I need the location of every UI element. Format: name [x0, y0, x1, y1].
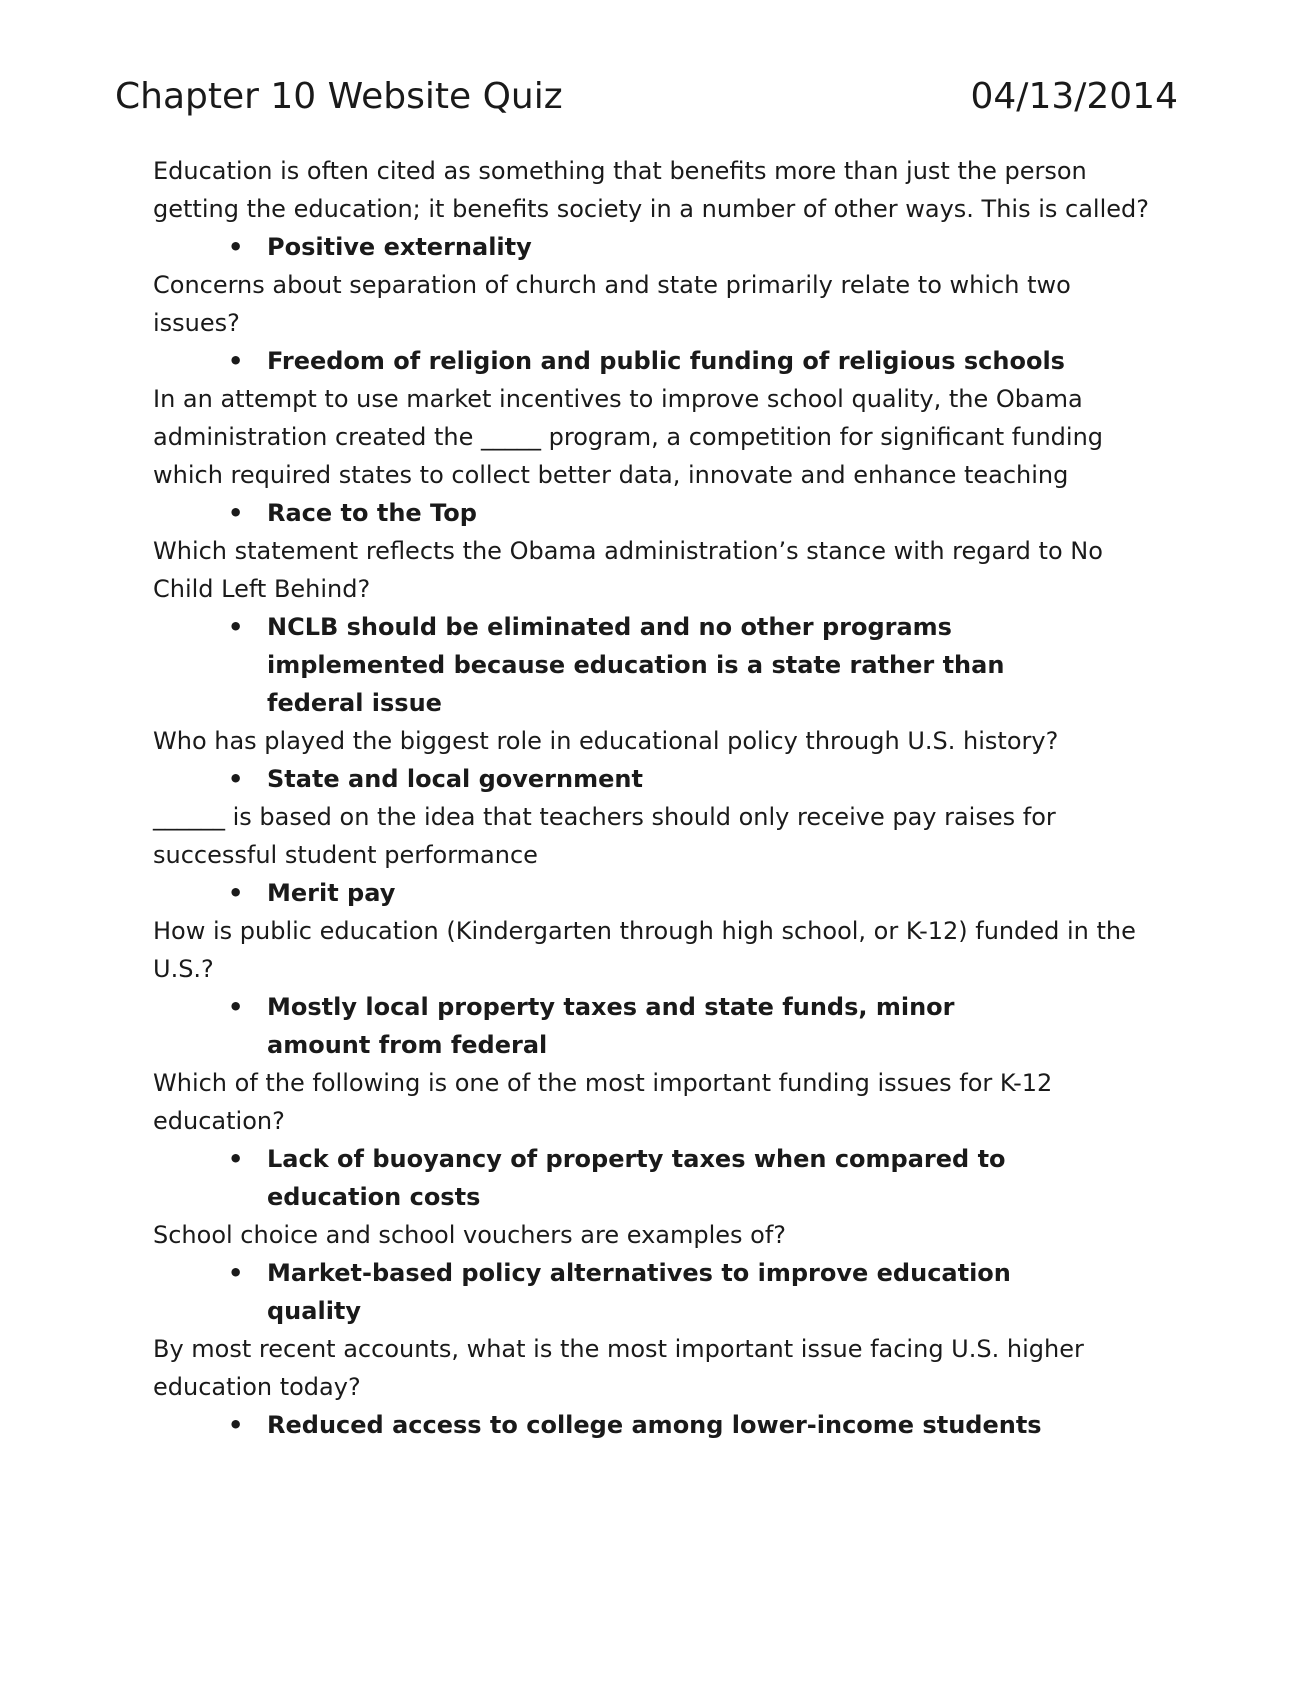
quiz-item: [153, 1216, 1158, 1330]
question-text: In an attempt to use market incentives to improve school quality, the Obama administration created the _____ program, a competition for significant funding which required states to collect better data, innovate and enhance teaching: [153, 385, 1104, 489]
answer-item: [153, 228, 1047, 266]
quiz-content: [153, 152, 1158, 1444]
question-text: Which of the following is one of the most important funding issues for K-12 education?: [153, 1069, 1053, 1135]
answer-list: [153, 874, 1158, 912]
answer-item: [153, 342, 1157, 380]
quiz-item: [153, 1064, 1158, 1216]
answer-item: [153, 1254, 1047, 1330]
answer-text: NCLB should be eliminated and no other programs implemented because education is a state rather than federal issue: [267, 613, 1005, 717]
answer-text: State and local government: [267, 765, 643, 793]
bullet-icon: •: [228, 765, 244, 793]
answer-item: [153, 874, 1047, 912]
quiz-item: [153, 912, 1158, 1064]
quiz-item: [153, 266, 1158, 380]
quiz-item: [153, 722, 1158, 798]
question-text: Concerns about separation of church and state primarily relate to which two issues?: [153, 271, 1071, 337]
answer-text: Market-based policy alternatives to improve education quality: [267, 1259, 1011, 1325]
bullet-icon: •: [228, 347, 244, 375]
question-text: Education is often cited as something that benefits more than just the person getting the education; it benefits society in a number of other ways. This is called?: [153, 157, 1149, 223]
question-text: ______ is based on the idea that teachers should only receive pay raises for successful student performance: [153, 803, 1056, 869]
bullet-icon: •: [228, 1259, 244, 1287]
answer-list: [153, 1140, 1158, 1216]
answer-list: [153, 988, 1158, 1064]
question-text: How is public education (Kindergarten through high school, or K-12) funded in the U.S.?: [153, 917, 1136, 983]
answer-list: [153, 342, 1158, 380]
bullet-icon: •: [228, 233, 244, 261]
question-text: By most recent accounts, what is the most important issue facing U.S. higher education today?: [153, 1335, 1084, 1401]
answer-list: [153, 1406, 1158, 1444]
answer-list: [153, 494, 1158, 532]
quiz-item: [153, 798, 1158, 912]
answer-text: Lack of buoyancy of property taxes when compared to education costs: [267, 1145, 1006, 1211]
question-text: Who has played the biggest role in educational policy through U.S. history?: [153, 727, 1059, 755]
bullet-icon: •: [228, 993, 244, 1021]
answer-list: [153, 760, 1158, 798]
answer-list: [153, 228, 1158, 266]
quiz-item: [153, 1330, 1158, 1444]
answer-item: [153, 494, 1047, 532]
answer-text: Merit pay: [267, 879, 396, 907]
answer-item: [153, 1406, 1157, 1444]
answer-item: [153, 1140, 1047, 1216]
answer-text: Freedom of religion and public funding of religious schools: [267, 347, 1065, 375]
question-text: School choice and school vouchers are examples of?: [153, 1221, 787, 1249]
answer-text: Reduced access to college among lower-income students: [267, 1411, 1042, 1439]
answer-text: Positive externality: [267, 233, 532, 261]
quiz-item: [153, 152, 1158, 266]
answer-list: [153, 608, 1158, 722]
bullet-icon: •: [228, 499, 244, 527]
answer-item: [153, 608, 1047, 722]
bullet-icon: •: [228, 879, 244, 907]
answer-list: [153, 1254, 1158, 1330]
page-title: Chapter 10 Website Quiz: [115, 76, 563, 117]
answer-item: [153, 988, 1047, 1064]
bullet-icon: •: [228, 613, 244, 641]
quiz-item: [153, 380, 1158, 532]
answer-item: [153, 760, 1047, 798]
quiz-item: [153, 532, 1158, 722]
bullet-icon: •: [228, 1145, 244, 1173]
bullet-icon: •: [228, 1411, 244, 1439]
page-date: 04/13/2014: [970, 76, 1178, 117]
answer-text: Mostly local property taxes and state funds, minor amount from federal: [267, 993, 955, 1059]
answer-text: Race to the Top: [267, 499, 477, 527]
question-text: Which statement reflects the Obama administration’s stance with regard to No Child Left Behind?: [153, 537, 1103, 603]
page-header: [115, 72, 1178, 122]
